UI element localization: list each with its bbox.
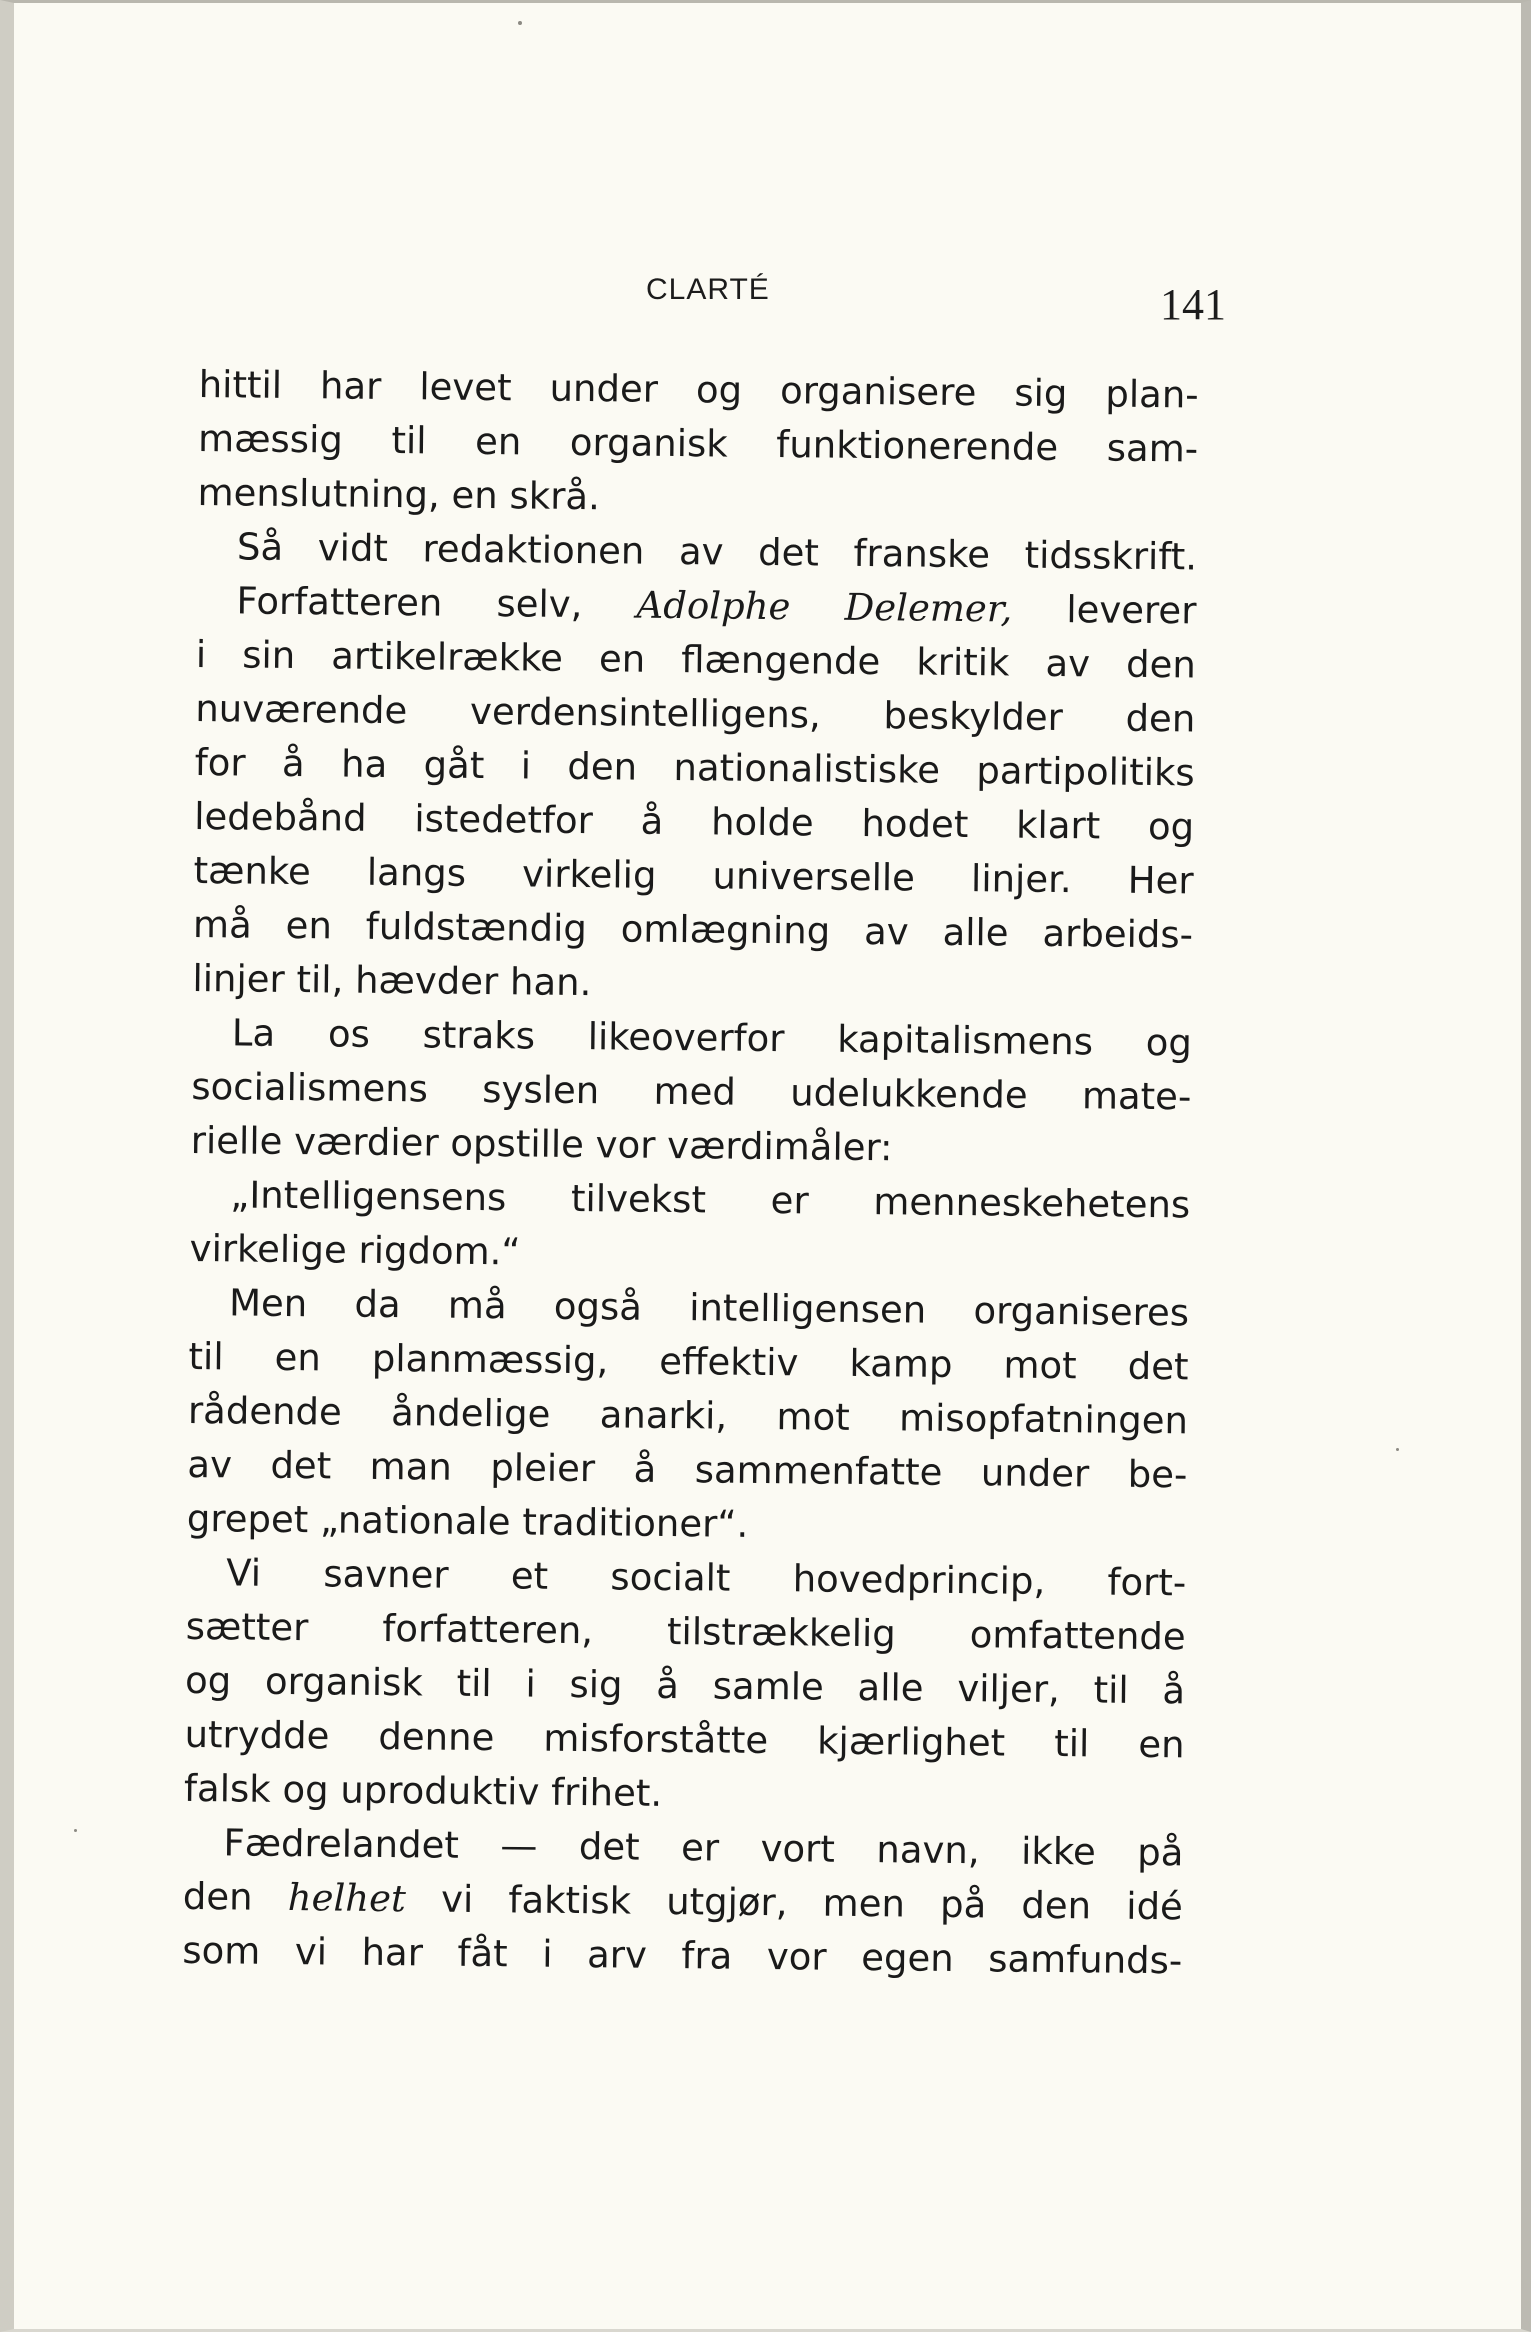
text-line: må en fuldstændig omlægning av alle arbeids- (192, 902, 1194, 957)
text-line: og organisk til i sig å samle alle viljer, til å (184, 1658, 1186, 1713)
text-line: Fædrelandet — det er vort navn, ikke på (223, 1821, 1184, 1875)
text-line: socialismens syslen med udelukkende mate- (191, 1064, 1192, 1119)
text-line: Så vidt redaktionen av det franske tidsskrift. (236, 525, 1198, 579)
text-fragment: Forfatteren selv, (236, 579, 583, 627)
ink-speck (518, 21, 522, 25)
text-line: rådende åndelige anarki, mot misopfatningen (187, 1388, 1189, 1443)
text-line: La os straks likeoverfor kapitalismens og (231, 1011, 1193, 1065)
text-line: ledebånd istedetfor å holde hodet klart og (193, 794, 1195, 849)
text-line: nuværende verdensintelligens, beskylder den (195, 686, 1196, 741)
text-line: linjer til, hævder han. (192, 956, 592, 1005)
body-text (182, 358, 1199, 1988)
text-line: i sin artikelrække en flængende kritik av den (195, 632, 1197, 687)
text-line: til en planmæssig, effektiv kamp mot det (188, 1334, 1189, 1389)
text-line: av det man pleier å sammenfatte under be- (187, 1442, 1188, 1497)
text-fragment: den (182, 1874, 253, 1919)
ink-speck (74, 1829, 77, 1832)
text-line: Men da må også intelligensen organiseres (228, 1281, 1190, 1335)
text-line: som vi har fåt i arv fra vor egen samfunds- (182, 1928, 1183, 1983)
italic-author-name: Adolphe Delemer, (636, 583, 1013, 631)
text-line: „Intelligensens tilvekst er menneskehetens (230, 1173, 1191, 1227)
text-line: hittil har levet under og organisere sig plan- (198, 362, 1199, 417)
text-line: mæssig til en organisk funktionerende sam- (197, 416, 1199, 471)
running-title: CLARTÉ (646, 273, 770, 306)
text-line: rielle værdier opstille vor værdimåler: (190, 1118, 893, 1170)
text-line: sætter forfatteren, tilstrækkelig omfattende (185, 1604, 1186, 1659)
text-line: for å ha gåt i den nationalistiske partipolitiks (194, 740, 1195, 795)
text-line: menslutning, en skrå. (197, 470, 601, 519)
text-line: Vi savner et socialt hovedprincip, fort- (226, 1551, 1187, 1605)
text-line: utrydde denne misforståtte kjærlighet til en (184, 1712, 1185, 1767)
text-line: grepet „nationale traditioner“. (186, 1496, 749, 1546)
text-line: virkelige rigdom.“ (189, 1226, 521, 1274)
italic-word: helhet (287, 1876, 407, 1921)
running-head (196, 265, 1226, 329)
text-fragment: leverer (1066, 588, 1197, 633)
page-number: 141 (1160, 280, 1226, 329)
text-line: tænke langs virkelig universelle linjer. Her (193, 848, 1194, 903)
text-fragment: vi faktisk utgjør, men på den idé (440, 1877, 1184, 1929)
ink-speck (1396, 1448, 1399, 1451)
text-line: falsk og uproduktiv frihet. (183, 1766, 663, 1815)
